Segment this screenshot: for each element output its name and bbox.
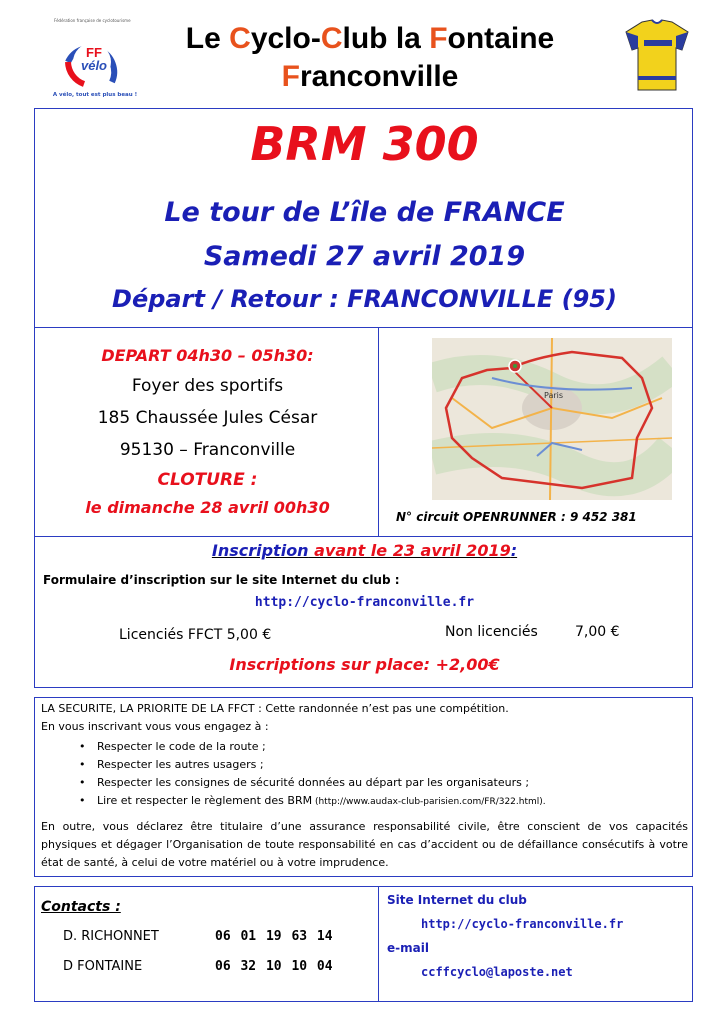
contacts-heading: Contacts : xyxy=(41,899,121,915)
website-box xyxy=(378,886,693,1002)
site-url-link[interactable]: http://cyclo-franconville.fr xyxy=(421,917,624,931)
start-info-box xyxy=(34,327,379,537)
site-label: Site Internet du club xyxy=(387,893,527,907)
rules-engage: En vous inscrivant vous vous engagez à : xyxy=(41,720,269,733)
contact-name: D FONTAINE xyxy=(63,959,143,974)
cloture-time: le dimanche 28 avril 00h30 xyxy=(85,498,330,517)
email-link[interactable]: ccffcyclo@laposte.net xyxy=(421,965,573,979)
openrunner-circuit: N° circuit OPENRUNNER : 9 452 381 xyxy=(396,510,637,524)
logo-velo-text: vélo xyxy=(80,58,107,73)
inscription-heading: Inscription avant le 23 avril 2019: xyxy=(211,541,518,560)
logo-ff-text: FF xyxy=(86,45,102,60)
bullet-icon: • xyxy=(79,776,86,789)
bullet-icon: • xyxy=(79,794,86,807)
map-city-label: Paris xyxy=(544,391,564,400)
logo-federation-text: Fédération française de cyclotourisme xyxy=(54,18,131,23)
price-non-licencies-label: Non licenciés xyxy=(445,624,538,640)
club-title-line2: Franconville xyxy=(281,60,459,93)
rules-list-item: • Respecter les consignes de sécurité données au départ par les organisateurs ; xyxy=(35,774,694,792)
rules-list-item: • Respecter les autres usagers ; xyxy=(35,756,694,774)
route-map xyxy=(432,338,672,500)
rules-list xyxy=(35,738,694,811)
event-box xyxy=(34,108,693,328)
inscription-box xyxy=(34,536,693,688)
club-jersey-image xyxy=(622,18,692,94)
club-title-line1: Le Cyclo-Club la Fontaine xyxy=(185,22,555,55)
event-tour: Le tour de L’île de FRANCE xyxy=(164,197,565,228)
email-label: e-mail xyxy=(387,941,429,955)
contact-name: D. RICHONNET xyxy=(63,929,159,944)
ffvelo-logo xyxy=(54,18,136,102)
price-non-licencies-value: 7,00 € xyxy=(575,624,620,640)
bullet-icon: • xyxy=(79,758,86,771)
rules-box xyxy=(34,697,693,877)
event-date: Samedi 27 avril 2019 xyxy=(203,241,526,272)
rules-list-item: • Respecter le code de la route ; xyxy=(35,738,694,756)
depart-city: 95130 – Franconville xyxy=(119,440,296,460)
logo-tagline: A vélo, tout est plus beau ! xyxy=(52,92,138,98)
bullet-icon: • xyxy=(79,740,86,753)
contact-phone: 06 01 19 63 14 xyxy=(215,929,333,944)
cloture-label: CLOTURE : xyxy=(157,470,258,490)
contact-phone: 06 32 10 10 04 xyxy=(215,959,333,974)
inscription-form-text: Formulaire d’inscription sur le site Internet du club : xyxy=(43,573,400,587)
event-name: BRM 300 xyxy=(250,117,479,171)
rules-paragraph: En outre, vous déclarez être titulaire d’une assurance responsabilité civile, être conscient de vos capacités physiques et dégager l’Organisation de toute responsabilité en cas d’accident ou de défaillance consécutifs à votre état de santé, à celui de votre matériel ou à votre imprudence. xyxy=(41,820,688,869)
inscription-sur-place: Inscriptions sur place: +2,00€ xyxy=(229,655,500,674)
rules-intro: LA SECURITE, LA PRIORITE DE LA FFCT : Cette randonnée n’est pas une compétition. xyxy=(41,702,509,715)
inscription-url-link[interactable]: http://cyclo-franconville.fr xyxy=(254,595,475,610)
rules-list-item: • Lire et respecter le règlement des BRM (http://www.audax-club-parisien.com/FR/322.html). xyxy=(35,792,694,811)
depart-time: DEPART 04h30 – 05h30: xyxy=(101,346,314,365)
route-map-image xyxy=(432,338,672,500)
depart-place: Foyer des sportifs xyxy=(131,376,284,396)
contacts-box xyxy=(34,886,379,1002)
event-depart-retour: Départ / Retour : FRANCONVILLE (95) xyxy=(112,285,617,313)
brm-rules-link[interactable]: (http://www.audax-club-parisien.com/FR/322.html). xyxy=(312,797,546,807)
club-title xyxy=(140,20,600,96)
depart-address: 185 Chaussée Jules César xyxy=(97,408,318,428)
price-licencies: Licenciés FFCT 5,00 € xyxy=(119,627,272,643)
